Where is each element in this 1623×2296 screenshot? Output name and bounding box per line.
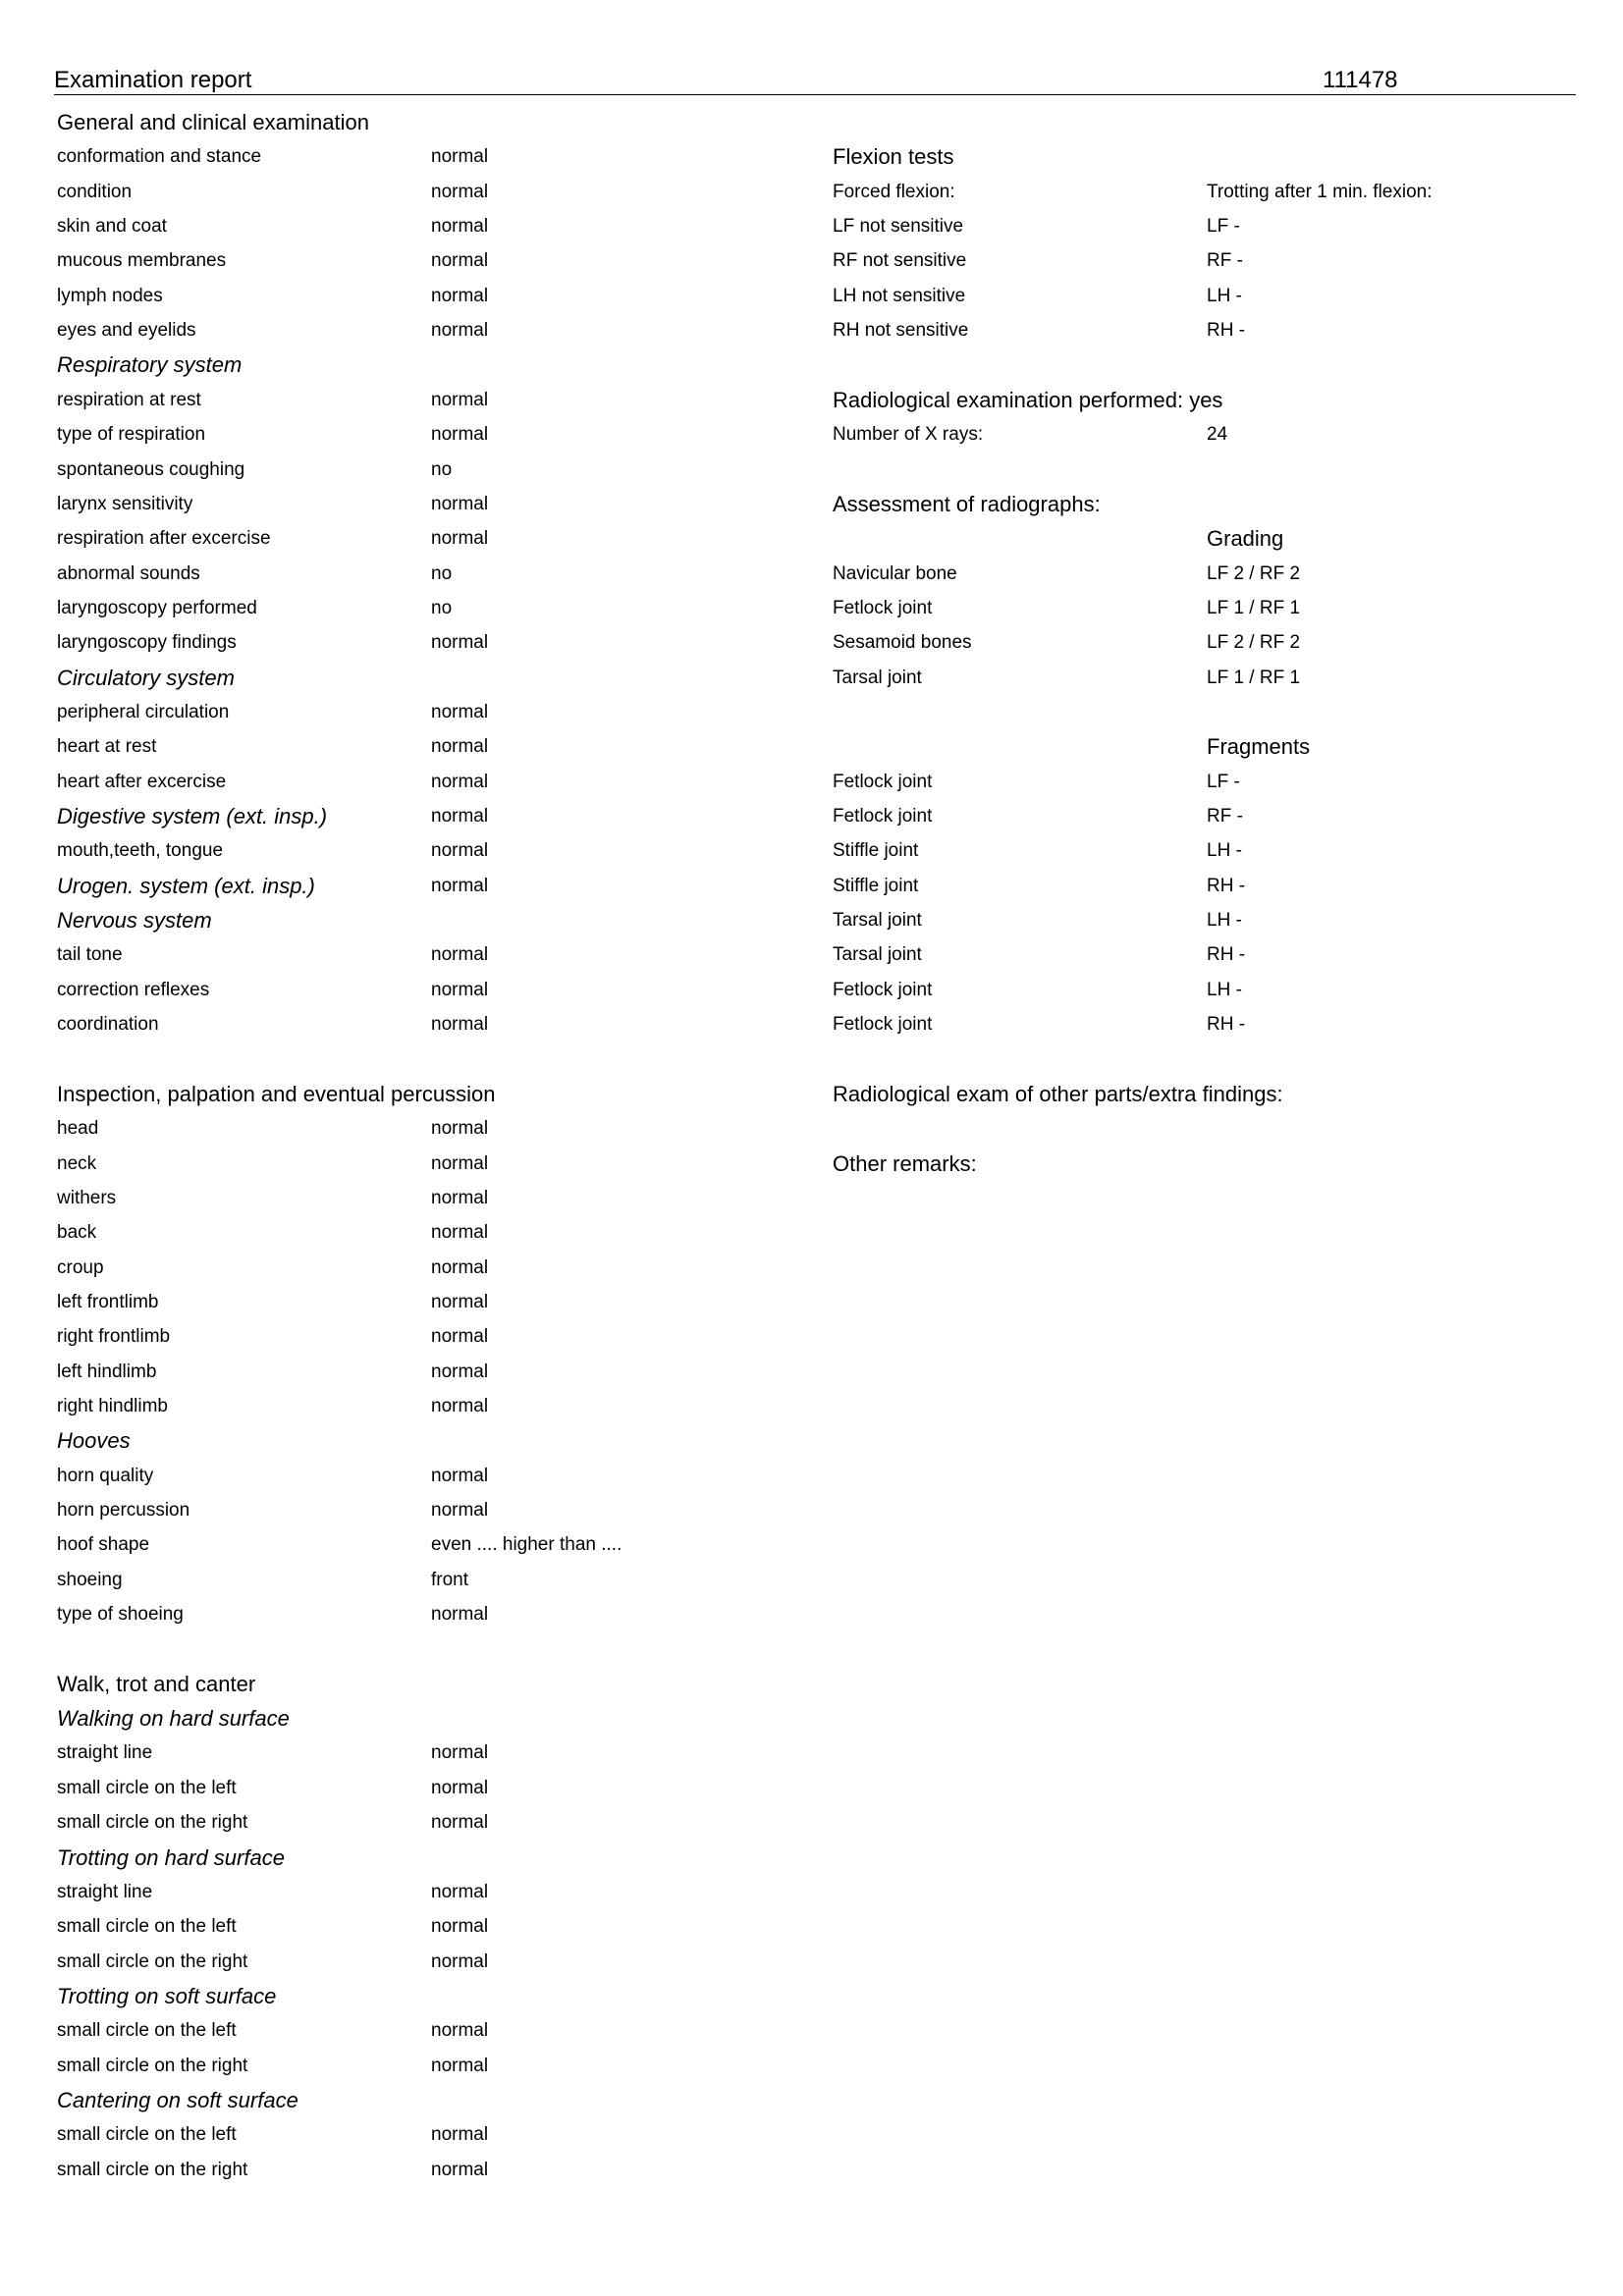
- subsection-heading: [57, 1982, 276, 2011]
- field-label: type of shoeing: [57, 1604, 184, 1626]
- field-label: laryngoscopy findings: [57, 632, 237, 654]
- field-value: normal: [431, 979, 489, 1000]
- field-label: Stiffle joint: [833, 840, 919, 862]
- field-value: LF -: [1207, 771, 1240, 792]
- field-value: normal: [431, 632, 489, 654]
- field-value: RH -: [1207, 320, 1246, 342]
- field-value: LF 2 / RF 2: [1207, 562, 1301, 584]
- field-label: RF not sensitive: [833, 250, 967, 272]
- field-value: normal: [431, 1777, 489, 1798]
- subsection-heading: [57, 350, 242, 380]
- field-value: normal: [431, 840, 489, 862]
- field-label: Tarsal joint: [833, 944, 922, 966]
- field-value: LF 1 / RF 1: [1207, 667, 1301, 688]
- field-value: normal: [431, 424, 489, 446]
- field-label: Tarsal joint: [833, 910, 922, 932]
- field-value: normal: [431, 1950, 489, 1972]
- field-label: Fetlock joint: [833, 597, 933, 618]
- field-label: skin and coat: [57, 216, 167, 238]
- heading-label: Walk, trot and canter: [57, 1671, 256, 1696]
- column-heading-label: Fragments: [1207, 734, 1311, 760]
- heading-label: Cantering on soft surface: [57, 2087, 298, 2112]
- field-label: small circle on the left: [57, 1916, 237, 1938]
- report-header: [54, 67, 1576, 95]
- field-value: normal: [431, 1916, 489, 1938]
- field-label: small circle on the right: [57, 2055, 248, 2076]
- field-label: straight line: [57, 1881, 153, 1902]
- field-label: correction reflexes: [57, 979, 210, 1000]
- heading-label: Hooves: [57, 1428, 131, 1454]
- field-value: normal: [431, 875, 489, 896]
- field-value: LH -: [1207, 840, 1242, 862]
- field-label: abnormal sounds: [57, 562, 200, 584]
- field-value: normal: [431, 1326, 489, 1348]
- field-value: normal: [431, 181, 489, 202]
- field-label: straight line: [57, 1742, 153, 1764]
- field-label: back: [57, 1222, 97, 1244]
- heading-label: Other remarks:: [833, 1150, 977, 1176]
- field-value: normal: [431, 1500, 489, 1521]
- field-label: small circle on the left: [57, 2124, 237, 2146]
- field-value: normal: [431, 285, 489, 306]
- field-value: normal: [431, 806, 489, 827]
- field-label: LH not sensitive: [833, 285, 966, 306]
- field-label: horn percussion: [57, 1500, 190, 1521]
- heading-label: Digestive system (ext. insp.): [57, 804, 328, 828]
- field-value: normal: [431, 1604, 489, 1626]
- section-heading: [57, 1080, 495, 1109]
- subsection-heading: [57, 2086, 298, 2115]
- field-value: RF -: [1207, 250, 1243, 272]
- field-value: normal: [431, 250, 489, 272]
- field-value: normal: [431, 493, 489, 514]
- field-value: LF -: [1207, 216, 1240, 238]
- heading-label: Radiological examination performed: yes: [833, 387, 1223, 412]
- field-label: Tarsal joint: [833, 667, 922, 688]
- field-label: type of respiration: [57, 424, 206, 446]
- column-heading-label: Grading: [1207, 526, 1284, 552]
- field-value: even .... higher than ....: [431, 1534, 622, 1556]
- field-label: shoeing: [57, 1569, 123, 1590]
- field-value: normal: [431, 1256, 489, 1278]
- field-label: heart at rest: [57, 736, 157, 758]
- field-label: Number of X rays:: [833, 424, 984, 446]
- field-label: Sesamoid bones: [833, 632, 972, 654]
- heading-label: Inspection, palpation and eventual percussion: [57, 1081, 496, 1106]
- field-value: normal: [431, 1118, 489, 1140]
- field-value: normal: [431, 216, 489, 238]
- field-value: normal: [431, 1361, 489, 1382]
- field-value: normal: [431, 1395, 489, 1416]
- field-label: condition: [57, 181, 133, 202]
- field-label: left frontlimb: [57, 1291, 159, 1312]
- section-heading: [833, 490, 1101, 519]
- field-value: normal: [431, 2055, 489, 2076]
- field-value: normal: [431, 146, 489, 168]
- field-value: normal: [431, 771, 489, 792]
- section-heading: [833, 386, 1222, 415]
- subsection-heading: [57, 664, 235, 693]
- heading-label: Walking on hard surface: [57, 1706, 290, 1732]
- field-label: small circle on the left: [57, 1777, 237, 1798]
- report-title: Examination report: [54, 67, 252, 93]
- section-heading: [833, 1149, 977, 1179]
- heading-label: General and clinical examination: [57, 110, 369, 134]
- field-value: 24: [1207, 424, 1228, 446]
- field-label: eyes and eyelids: [57, 320, 196, 342]
- field-value: RF -: [1207, 806, 1243, 827]
- field-label: respiration after excercise: [57, 528, 271, 550]
- field-value: normal: [431, 2124, 489, 2146]
- field-value: LF 2 / RF 2: [1207, 632, 1301, 654]
- field-value: no: [431, 458, 453, 480]
- field-label: small circle on the left: [57, 2020, 237, 2042]
- field-label: larynx sensitivity: [57, 493, 193, 514]
- field-value: normal: [431, 1014, 489, 1036]
- field-value: normal: [431, 1812, 489, 1834]
- field-label: horn quality: [57, 1465, 154, 1486]
- report-number: 111478: [1323, 67, 1398, 93]
- field-label: mouth,teeth, tongue: [57, 840, 224, 862]
- field-label: spontaneous coughing: [57, 458, 245, 480]
- field-value: normal: [431, 389, 489, 410]
- field-label: lymph nodes: [57, 285, 163, 306]
- field-label: hoof shape: [57, 1534, 150, 1556]
- field-label: mucous membranes: [57, 250, 227, 272]
- field-label: Fetlock joint: [833, 1014, 933, 1036]
- subsection-heading: [57, 906, 212, 935]
- field-value: LH -: [1207, 979, 1242, 1000]
- field-label: Fetlock joint: [833, 771, 933, 792]
- field-value: normal: [431, 1222, 489, 1244]
- subsection-heading: [57, 1704, 290, 1734]
- field-label: laryngoscopy performed: [57, 597, 257, 618]
- heading-label: Respiratory system: [57, 352, 243, 378]
- field-value: normal: [431, 1187, 489, 1208]
- field-value: LF 1 / RF 1: [1207, 597, 1301, 618]
- field-label: Forced flexion:: [833, 181, 955, 202]
- field-label: peripheral circulation: [57, 701, 230, 722]
- field-value: RH -: [1207, 1014, 1246, 1036]
- section-heading: [57, 1670, 255, 1699]
- subsection-heading: [57, 1843, 285, 1873]
- heading-label: Assessment of radiographs:: [833, 491, 1101, 516]
- field-label: small circle on the right: [57, 1812, 248, 1834]
- field-value: RH -: [1207, 875, 1246, 896]
- field-label: right frontlimb: [57, 1326, 171, 1348]
- field-value: normal: [431, 944, 489, 966]
- field-label: croup: [57, 1256, 104, 1278]
- field-label: Fetlock joint: [833, 979, 933, 1000]
- field-value: normal: [431, 701, 489, 722]
- field-value: no: [431, 562, 453, 584]
- field-value: RH -: [1207, 944, 1246, 966]
- section-heading: [833, 1080, 1283, 1109]
- section-heading: [57, 108, 369, 137]
- field-label: Fetlock joint: [833, 806, 933, 827]
- field-label: head: [57, 1118, 99, 1140]
- field-label: conformation and stance: [57, 146, 262, 168]
- heading-label: Trotting on hard surface: [57, 1844, 285, 1870]
- field-value: LH -: [1207, 910, 1242, 932]
- field-value: normal: [431, 736, 489, 758]
- field-value: Trotting after 1 min. flexion:: [1207, 181, 1433, 202]
- field-label: tail tone: [57, 944, 123, 966]
- field-label: small circle on the right: [57, 2159, 248, 2180]
- field-label: right hindlimb: [57, 1395, 168, 1416]
- heading-label: Radiological exam of other parts/extra findings:: [833, 1081, 1283, 1106]
- field-value: normal: [431, 1881, 489, 1902]
- field-value: normal: [431, 1742, 489, 1764]
- field-value: normal: [431, 1152, 489, 1174]
- field-label: neck: [57, 1152, 97, 1174]
- field-value: LH -: [1207, 285, 1242, 306]
- field-label: left hindlimb: [57, 1361, 157, 1382]
- subsection-heading: [57, 1426, 131, 1456]
- field-label: coordination: [57, 1014, 159, 1036]
- heading-label: Trotting on soft surface: [57, 1983, 277, 2008]
- field-label: LF not sensitive: [833, 216, 964, 238]
- field-value: normal: [431, 2159, 489, 2180]
- field-value: normal: [431, 1465, 489, 1486]
- field-value: front: [431, 1569, 469, 1590]
- field-label: heart after excercise: [57, 771, 227, 792]
- section-heading: [833, 142, 954, 172]
- field-value: normal: [431, 320, 489, 342]
- field-value: no: [431, 597, 453, 618]
- heading-label: Urogen. system (ext. insp.): [57, 873, 315, 898]
- field-value: normal: [431, 2020, 489, 2042]
- heading-label: Nervous system: [57, 908, 212, 934]
- field-label: RH not sensitive: [833, 320, 969, 342]
- field-label: Navicular bone: [833, 562, 957, 584]
- heading-label: Flexion tests: [833, 144, 954, 170]
- field-value: normal: [431, 528, 489, 550]
- field-label: Stiffle joint: [833, 875, 919, 896]
- field-label: withers: [57, 1187, 117, 1208]
- field-value: normal: [431, 1291, 489, 1312]
- heading-label: Circulatory system: [57, 665, 235, 690]
- field-label: respiration at rest: [57, 389, 201, 410]
- field-label: small circle on the right: [57, 1950, 248, 1972]
